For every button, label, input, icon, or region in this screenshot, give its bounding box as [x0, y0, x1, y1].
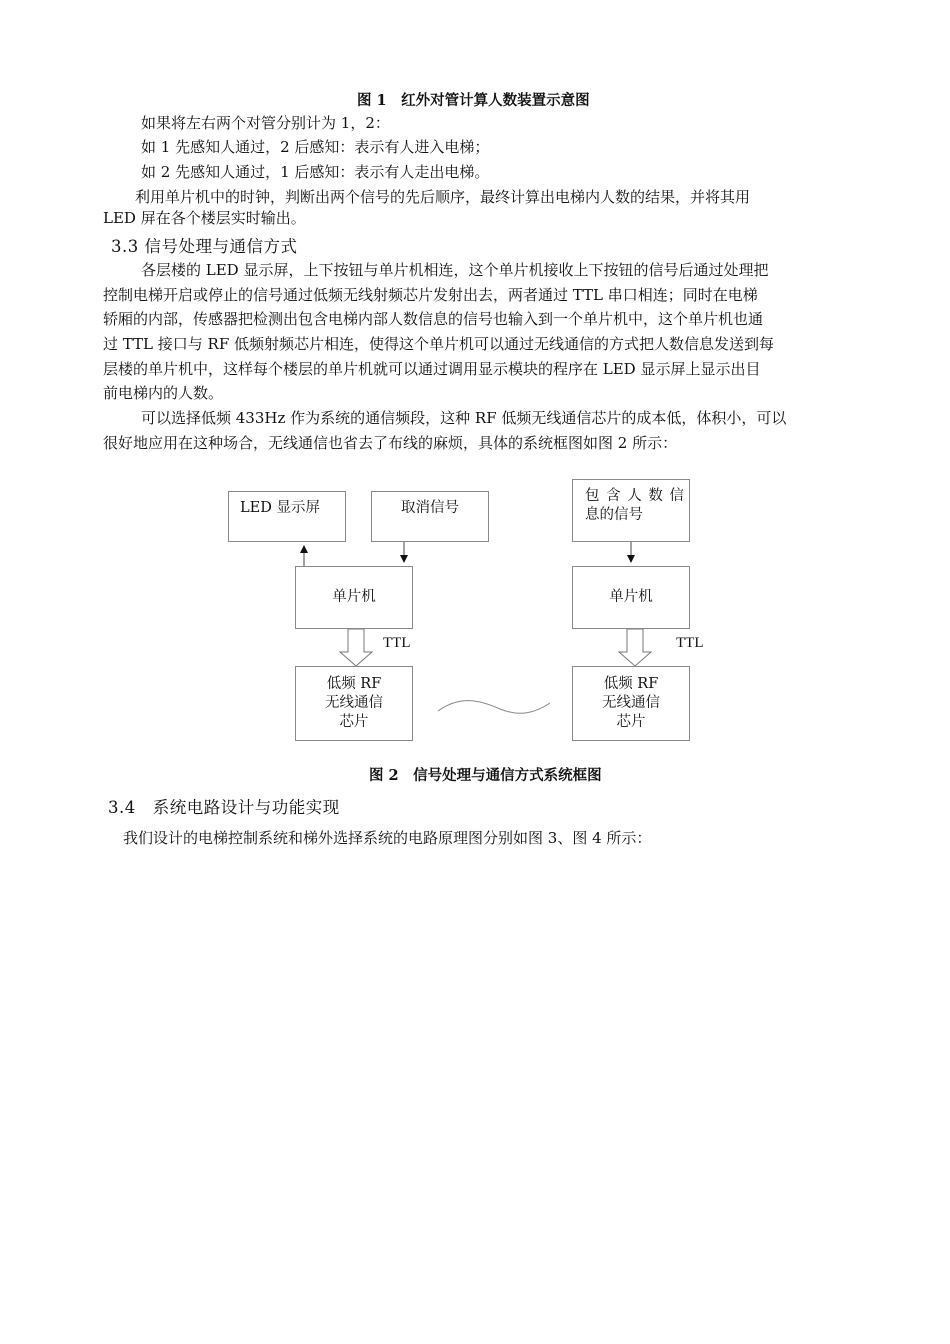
fig1-line-1: 如果将左右两个对管分别计为 1，2： — [141, 114, 390, 132]
hollow-arrow-right — [619, 629, 651, 666]
sec34-line: 我们设计的电梯控制系统和梯外选择系统的电路原理图分别如图 3、图 4 所示： — [123, 829, 652, 847]
mcu-right-box — [572, 566, 690, 629]
rf-left-line-1: 低频 RF — [326, 676, 382, 692]
rf-chip-right-box — [572, 666, 690, 741]
rf-right-line-2: 无线通信 — [602, 695, 660, 711]
mcu-right-label: 单片机 — [609, 589, 653, 605]
sec33-para1-line-4: 过 TTL 接口与 RF 低频射频芯片相连，使得这个单片机可以通过无线通信的方式把人数信息发送到每 — [103, 335, 775, 353]
people-info-label-1: 包 含 人 数 信 — [585, 488, 685, 504]
cancel-signal-label: 取消信号 — [401, 500, 459, 516]
section-3-4-heading: 3.4 系统电路设计与功能实现 — [108, 798, 340, 817]
rf-right-line-3: 芯片 — [616, 714, 646, 730]
rf-left-line-2: 无线通信 — [325, 695, 383, 711]
rf-chip-left-box — [295, 666, 413, 741]
led-display-box — [228, 491, 346, 542]
figure-1-caption: 图 1 红外对管计算人数装置示意图 — [357, 92, 590, 109]
section-3-3-heading: 3.3 信号处理与通信方式 — [111, 237, 298, 256]
sec33-para2-line-1: 可以选择低频 433Hz 作为系统的通信频段，这种 RF 低频无线通信芯片的成本低，体积小，可以 — [141, 409, 787, 427]
fig1-para-line-1: 利用单片机中的时钟，判断出两个信号的先后顺序，最终计算出电梯内人数的结果，并将其用 — [135, 188, 751, 206]
ttl-left-label: TTL — [383, 635, 411, 651]
fig1-para-line-2: LED 屏在各个楼层实时输出。 — [103, 209, 306, 227]
figure-2-caption: 图 2 信号处理与通信方式系统框图 — [369, 767, 602, 784]
sec33-para1-line-1: 各层楼的 LED 显示屏，上下按钮与单片机相连，这个单片机接收上下按钮的信号后通过处理把 — [141, 261, 769, 279]
people-info-box — [572, 479, 690, 542]
sec33-para2-line-2: 很好地应用在这种场合，无线通信也省去了布线的麻烦，具体的系统框图如图 2 所示： — [103, 434, 678, 452]
sec33-para1-line-2: 控制电梯开启或停止的信号通过低频无线射频芯片发射出去，两者通过 TTL 串口相连；同时在电梯 — [103, 286, 758, 304]
led-display-label: LED 显示屏 — [240, 500, 320, 516]
sec33-para1-line-3: 轿厢的内部，传感器把检测出包含电梯内部人数信息的信号也输入到一个单片机中，这个单片机也通 — [103, 310, 764, 328]
sec33-para1-line-5: 层楼的单片机中，这样每个楼层的单片机就可以通过调用显示模块的程序在 LED 显示屏上显示出目 — [103, 360, 761, 378]
hollow-arrow-left — [340, 629, 372, 666]
rf-right-line-1: 低频 RF — [603, 676, 659, 692]
ttl-right-label: TTL — [676, 635, 704, 651]
mcu-left-box — [295, 566, 413, 629]
rf-left-line-3: 芯片 — [339, 714, 369, 730]
people-info-label-2: 息的信号 — [585, 507, 643, 523]
cancel-signal-box — [371, 491, 489, 542]
wireless-wave — [438, 701, 550, 714]
fig1-line-2: 如 1 先感知人通过，2 后感知：表示有人进入电梯； — [141, 138, 490, 156]
fig1-line-3: 如 2 先感知人通过，1 后感知：表示有人走出电梯。 — [141, 163, 490, 181]
mcu-left-label: 单片机 — [332, 589, 376, 605]
sec33-para1-line-6: 前电梯内的人数。 — [103, 384, 224, 402]
